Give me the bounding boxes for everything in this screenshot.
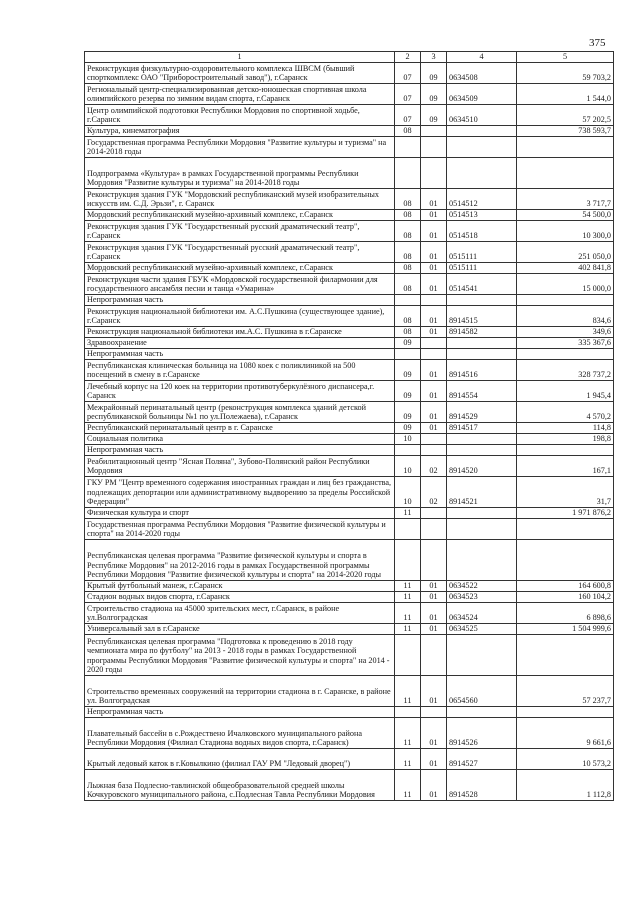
table-row: [85, 603, 614, 624]
row-name-cell: Центр олимпийской подготовки Республики Мордовия по спортивной ходьбе, г.Саранск: [85, 105, 395, 126]
table-row: [85, 274, 614, 295]
section-code-cell: 08: [395, 210, 421, 221]
amount-cell: 335 367,6: [517, 338, 614, 349]
subsection-code-cell: [421, 349, 447, 360]
target-code-cell: 0634509: [447, 84, 517, 105]
section-code-cell: [395, 707, 421, 718]
target-code-cell: [447, 445, 517, 456]
section-code-cell: [395, 635, 421, 676]
amount-cell: 54 500,0: [517, 210, 614, 221]
section-code-cell: 07: [395, 63, 421, 84]
amount-cell: 1 504 999,6: [517, 624, 614, 635]
section-code-cell: 08: [395, 327, 421, 338]
section-code-cell: 08: [395, 126, 421, 137]
subsection-code-cell: [421, 338, 447, 349]
subsection-code-cell: [421, 295, 447, 306]
amount-cell: [517, 295, 614, 306]
budget-table: [84, 51, 614, 801]
section-code-cell: [395, 158, 421, 189]
amount-cell: [517, 445, 614, 456]
target-code-cell: [447, 635, 517, 676]
amount-cell: 31,7: [517, 477, 614, 508]
target-code-cell: 0514541: [447, 274, 517, 295]
amount-cell: [517, 540, 614, 581]
subsection-code-cell: [421, 707, 447, 718]
target-code-cell: 8914516: [447, 360, 517, 381]
row-name-cell: Социальная политика: [85, 434, 395, 445]
target-code-cell: [447, 508, 517, 519]
subsection-code-cell: [421, 445, 447, 456]
amount-cell: 59 703,2: [517, 63, 614, 84]
subsection-code-cell: 01: [421, 274, 447, 295]
amount-cell: 164 600,8: [517, 581, 614, 592]
subsection-code-cell: 01: [421, 242, 447, 263]
table-row: [85, 749, 614, 770]
subsection-code-cell: [421, 540, 447, 581]
column-header: 5: [517, 52, 614, 63]
section-code-cell: [395, 349, 421, 360]
table-row: [85, 508, 614, 519]
section-code-cell: 11: [395, 676, 421, 707]
subsection-code-cell: 09: [421, 105, 447, 126]
section-code-cell: 11: [395, 603, 421, 624]
column-header: 1: [85, 52, 395, 63]
target-code-cell: 0515111: [447, 242, 517, 263]
section-code-cell: 10: [395, 477, 421, 508]
target-code-cell: 8914517: [447, 423, 517, 434]
row-name-cell: Крытый футбольный манеж, г.Саранск: [85, 581, 395, 592]
row-name-cell: Государственная программа Республики Мордовия "Развитие физической культуры и спорта" на 2014-2020 годы: [85, 519, 395, 540]
row-name-cell: Подпрограмма «Культура» в рамках Государственной программы Республики Мордовия "Развитие культуры и туризма" на 2014-2018 годы: [85, 158, 395, 189]
table-row: [85, 676, 614, 707]
amount-cell: 1 544,0: [517, 84, 614, 105]
target-code-cell: 8914521: [447, 477, 517, 508]
amount-cell: 1 945,4: [517, 381, 614, 402]
section-code-cell: 08: [395, 274, 421, 295]
subsection-code-cell: 01: [421, 603, 447, 624]
section-code-cell: 10: [395, 434, 421, 445]
amount-cell: 3 717,7: [517, 189, 614, 210]
row-name-cell: Мордовский республиканский музейно-архивный комплекс, г.Саранск: [85, 210, 395, 221]
amount-cell: 6 898,6: [517, 603, 614, 624]
subsection-code-cell: 02: [421, 456, 447, 477]
row-name-cell: Реконструкция физкультурно-оздоровительного комплекса ШВСМ (бывший спорткомплекс ОАО "Приборостроительный завод"), г.Саранск: [85, 63, 395, 84]
table-row: [85, 84, 614, 105]
subsection-code-cell: [421, 137, 447, 158]
section-code-cell: 11: [395, 770, 421, 801]
row-name-cell: Реабилитационный центр "Ясная Поляна", Зубово-Полянский район Республики Мордовия: [85, 456, 395, 477]
row-name-cell: Республиканская целевая программа "Подготовка к проведению в 2018 году чемпионата мира по футболу" на 2013 - 2018 годы в рамках Государственной программы Республики Мордовия "Развитие физической культуры и спорта" на 2014 - 2020 годы: [85, 635, 395, 676]
section-code-cell: 07: [395, 84, 421, 105]
subsection-code-cell: 01: [421, 676, 447, 707]
subsection-code-cell: [421, 158, 447, 189]
table-row: [85, 126, 614, 137]
target-code-cell: 8914528: [447, 770, 517, 801]
subsection-code-cell: 01: [421, 381, 447, 402]
row-name-cell: Реконструкция здания ГУК "Государственный русский драматический театр", г.Саранск: [85, 221, 395, 242]
row-name-cell: Региональный центр-специализированная детско-юношеская спортивная школа олимпийского резерва по зимним видам спорта, г.Саранск: [85, 84, 395, 105]
section-code-cell: 10: [395, 456, 421, 477]
table-header-row: [85, 52, 614, 63]
amount-cell: 167,1: [517, 456, 614, 477]
table-row: [85, 338, 614, 349]
subsection-code-cell: 01: [421, 221, 447, 242]
target-code-cell: 0514512: [447, 189, 517, 210]
target-code-cell: 0634524: [447, 603, 517, 624]
section-code-cell: 11: [395, 624, 421, 635]
table-row: [85, 306, 614, 327]
row-name-cell: Лыжная база Подлесно-тавлинской общеобразовательной средней школы Кочкуровского муниципального района, с.Подлесная Тавла Республики Мордовия: [85, 770, 395, 801]
target-code-cell: 8914527: [447, 749, 517, 770]
table-row: [85, 707, 614, 718]
row-name-cell: Строительство временных сооружений на территории стадиона в г. Саранске, в районе ул. Волгоградская: [85, 676, 395, 707]
subsection-code-cell: 01: [421, 360, 447, 381]
row-name-cell: Здравоохранение: [85, 338, 395, 349]
table-row: [85, 445, 614, 456]
section-code-cell: [395, 445, 421, 456]
amount-cell: 4 570,2: [517, 402, 614, 423]
target-code-cell: [447, 338, 517, 349]
target-code-cell: 0634522: [447, 581, 517, 592]
target-code-cell: 0634525: [447, 624, 517, 635]
section-code-cell: 11: [395, 718, 421, 749]
target-code-cell: [447, 519, 517, 540]
amount-cell: 10 573,2: [517, 749, 614, 770]
table-row: [85, 540, 614, 581]
row-name-cell: Республиканская клиническая больница на 1080 коек с поликлиникой на 500 посещений в смену в г.Саранске: [85, 360, 395, 381]
section-code-cell: 11: [395, 592, 421, 603]
amount-cell: 1 971 876,2: [517, 508, 614, 519]
row-name-cell: Непрограммная часть: [85, 707, 395, 718]
subsection-code-cell: 01: [421, 402, 447, 423]
target-code-cell: 8914515: [447, 306, 517, 327]
amount-cell: [517, 635, 614, 676]
amount-cell: 57 237,7: [517, 676, 614, 707]
row-name-cell: Крытый ледовый каток в г.Ковылкино (филиал ГАУ РМ "Ледовый дворец"): [85, 749, 395, 770]
table-row: [85, 434, 614, 445]
subsection-code-cell: [421, 434, 447, 445]
row-name-cell: Непрограммная часть: [85, 295, 395, 306]
table-row: [85, 137, 614, 158]
subsection-code-cell: 09: [421, 84, 447, 105]
subsection-code-cell: 01: [421, 749, 447, 770]
amount-cell: 114,8: [517, 423, 614, 434]
row-name-cell: Культура, кинематография: [85, 126, 395, 137]
table-row: [85, 263, 614, 274]
target-code-cell: 8914554: [447, 381, 517, 402]
table-row: [85, 624, 614, 635]
row-name-cell: Непрограммная часть: [85, 349, 395, 360]
target-code-cell: [447, 707, 517, 718]
subsection-code-cell: [421, 126, 447, 137]
amount-cell: 57 202,5: [517, 105, 614, 126]
table-row: [85, 718, 614, 749]
row-name-cell: Лечебный корпус на 120 коек на территории противотуберкулёзного диспансера,г. Саранск: [85, 381, 395, 402]
row-name-cell: Мордовский республиканский музейно-архивный комплекс, г.Саранск: [85, 263, 395, 274]
subsection-code-cell: 01: [421, 189, 447, 210]
amount-cell: 251 050,0: [517, 242, 614, 263]
amount-cell: [517, 349, 614, 360]
section-code-cell: 09: [395, 360, 421, 381]
row-name-cell: Реконструкция национальной библиотеки им. А.С.Пушкина (существующее здание), г.Саранск: [85, 306, 395, 327]
section-code-cell: 07: [395, 105, 421, 126]
subsection-code-cell: 09: [421, 63, 447, 84]
row-name-cell: Физическая культура и спорт: [85, 508, 395, 519]
table-row: [85, 592, 614, 603]
table-row: [85, 189, 614, 210]
table-row: [85, 221, 614, 242]
amount-cell: [517, 519, 614, 540]
row-name-cell: Реконструкция части здания ГБУК «Мордовской государственной филармонии для государственного ансамбля песни и танца «Умарина»: [85, 274, 395, 295]
amount-cell: 10 300,0: [517, 221, 614, 242]
target-code-cell: 0514518: [447, 221, 517, 242]
table-row: [85, 158, 614, 189]
table-row: [85, 295, 614, 306]
section-code-cell: 09: [395, 423, 421, 434]
row-name-cell: Реконструкция здания ГУК "Мордовский республиканский музей изобразительных искусств им. С.Д. Эрьзи", г. Саранск: [85, 189, 395, 210]
row-name-cell: Республиканская целевая программа "Развитие физической культуры и спорта в Республике Мордовия" на 2012-2016 годы в рамках Государственной программы Республики Мордовия "Развитие физической культуры и спорта" на 2014-2020 годы: [85, 540, 395, 581]
row-name-cell: Реконструкция здания ГУК "Государственный русский драматический театр", г.Саранск: [85, 242, 395, 263]
table-row: [85, 477, 614, 508]
row-name-cell: Строительство стадиона на 45000 зрительских мест, г.Саранск, в районе ул.Волгоградская: [85, 603, 395, 624]
subsection-code-cell: 01: [421, 581, 447, 592]
table-row: [85, 581, 614, 592]
section-code-cell: 11: [395, 581, 421, 592]
amount-cell: 9 661,6: [517, 718, 614, 749]
target-code-cell: [447, 126, 517, 137]
section-code-cell: [395, 137, 421, 158]
section-code-cell: 09: [395, 402, 421, 423]
section-code-cell: 08: [395, 221, 421, 242]
column-header: 2: [395, 52, 421, 63]
section-code-cell: 11: [395, 508, 421, 519]
target-code-cell: 8914520: [447, 456, 517, 477]
amount-cell: 1 112,8: [517, 770, 614, 801]
table-row: [85, 210, 614, 221]
row-name-cell: ГКУ РМ "Центр временного содержания иностранных граждан и лиц без гражданства, подлежащих депортации или административному выдворению за пределы Российской Федерации": [85, 477, 395, 508]
amount-cell: 349,6: [517, 327, 614, 338]
table-row: [85, 327, 614, 338]
table-row: [85, 242, 614, 263]
target-code-cell: 0634508: [447, 63, 517, 84]
subsection-code-cell: 01: [421, 263, 447, 274]
column-header: 3: [421, 52, 447, 63]
target-code-cell: 0634510: [447, 105, 517, 126]
table-row: [85, 519, 614, 540]
subsection-code-cell: 01: [421, 423, 447, 434]
table-row: [85, 635, 614, 676]
row-name-cell: Республиканский перинатальный центр в г. Саранске: [85, 423, 395, 434]
target-code-cell: 0515111: [447, 263, 517, 274]
subsection-code-cell: 01: [421, 306, 447, 327]
target-code-cell: 8914529: [447, 402, 517, 423]
amount-cell: 328 737,2: [517, 360, 614, 381]
subsection-code-cell: 02: [421, 477, 447, 508]
amount-cell: [517, 137, 614, 158]
subsection-code-cell: [421, 508, 447, 519]
target-code-cell: [447, 137, 517, 158]
section-code-cell: [395, 295, 421, 306]
target-code-cell: [447, 349, 517, 360]
table-row: [85, 770, 614, 801]
amount-cell: 402 841,8: [517, 263, 614, 274]
amount-cell: 160 104,2: [517, 592, 614, 603]
table-row: [85, 105, 614, 126]
subsection-code-cell: [421, 519, 447, 540]
row-name-cell: Реконструкция национальной библиотеки им.А.С. Пушкина в г.Саранске: [85, 327, 395, 338]
section-code-cell: 09: [395, 381, 421, 402]
section-code-cell: [395, 540, 421, 581]
table-row: [85, 349, 614, 360]
section-code-cell: 09: [395, 338, 421, 349]
target-code-cell: [447, 540, 517, 581]
target-code-cell: 8914582: [447, 327, 517, 338]
column-header: 4: [447, 52, 517, 63]
section-code-cell: 08: [395, 306, 421, 327]
section-code-cell: 11: [395, 749, 421, 770]
target-code-cell: 0634523: [447, 592, 517, 603]
target-code-cell: 0654560: [447, 676, 517, 707]
row-name-cell: Межрайонный перинатальный центр (реконструкция комплекса зданий детской республиканской больницы №1 по ул.Полежаева), г.Саранск: [85, 402, 395, 423]
target-code-cell: [447, 158, 517, 189]
subsection-code-cell: 01: [421, 624, 447, 635]
amount-cell: [517, 158, 614, 189]
subsection-code-cell: 01: [421, 327, 447, 338]
amount-cell: [517, 707, 614, 718]
subsection-code-cell: 01: [421, 592, 447, 603]
amount-cell: 738 593,7: [517, 126, 614, 137]
section-code-cell: 08: [395, 242, 421, 263]
amount-cell: 198,8: [517, 434, 614, 445]
section-code-cell: 08: [395, 189, 421, 210]
amount-cell: 834,6: [517, 306, 614, 327]
subsection-code-cell: 01: [421, 770, 447, 801]
table-row: [85, 402, 614, 423]
section-code-cell: [395, 519, 421, 540]
table-row: [85, 360, 614, 381]
amount-cell: 15 000,0: [517, 274, 614, 295]
target-code-cell: [447, 295, 517, 306]
row-name-cell: Государственная программа Республики Мордовия "Развитие культуры и туризма" на 2014-2018 годы: [85, 137, 395, 158]
subsection-code-cell: [421, 635, 447, 676]
table-row: [85, 456, 614, 477]
row-name-cell: Плавательный бассейн в с.Рождествено Ичалковского муниципального района Республики Мордовия (Филиал Стадиона водных видов спорта, г.Саранск): [85, 718, 395, 749]
row-name-cell: Универсальный зал в г.Саранске: [85, 624, 395, 635]
row-name-cell: Непрограммная часть: [85, 445, 395, 456]
row-name-cell: Стадион водных видов спорта, г.Саранск: [85, 592, 395, 603]
table-row: [85, 63, 614, 84]
table-row: [85, 381, 614, 402]
subsection-code-cell: 01: [421, 718, 447, 749]
target-code-cell: 0514513: [447, 210, 517, 221]
target-code-cell: [447, 434, 517, 445]
page-number: 375: [589, 37, 606, 49]
section-code-cell: 08: [395, 263, 421, 274]
table-row: [85, 423, 614, 434]
target-code-cell: 8914526: [447, 718, 517, 749]
subsection-code-cell: 01: [421, 210, 447, 221]
